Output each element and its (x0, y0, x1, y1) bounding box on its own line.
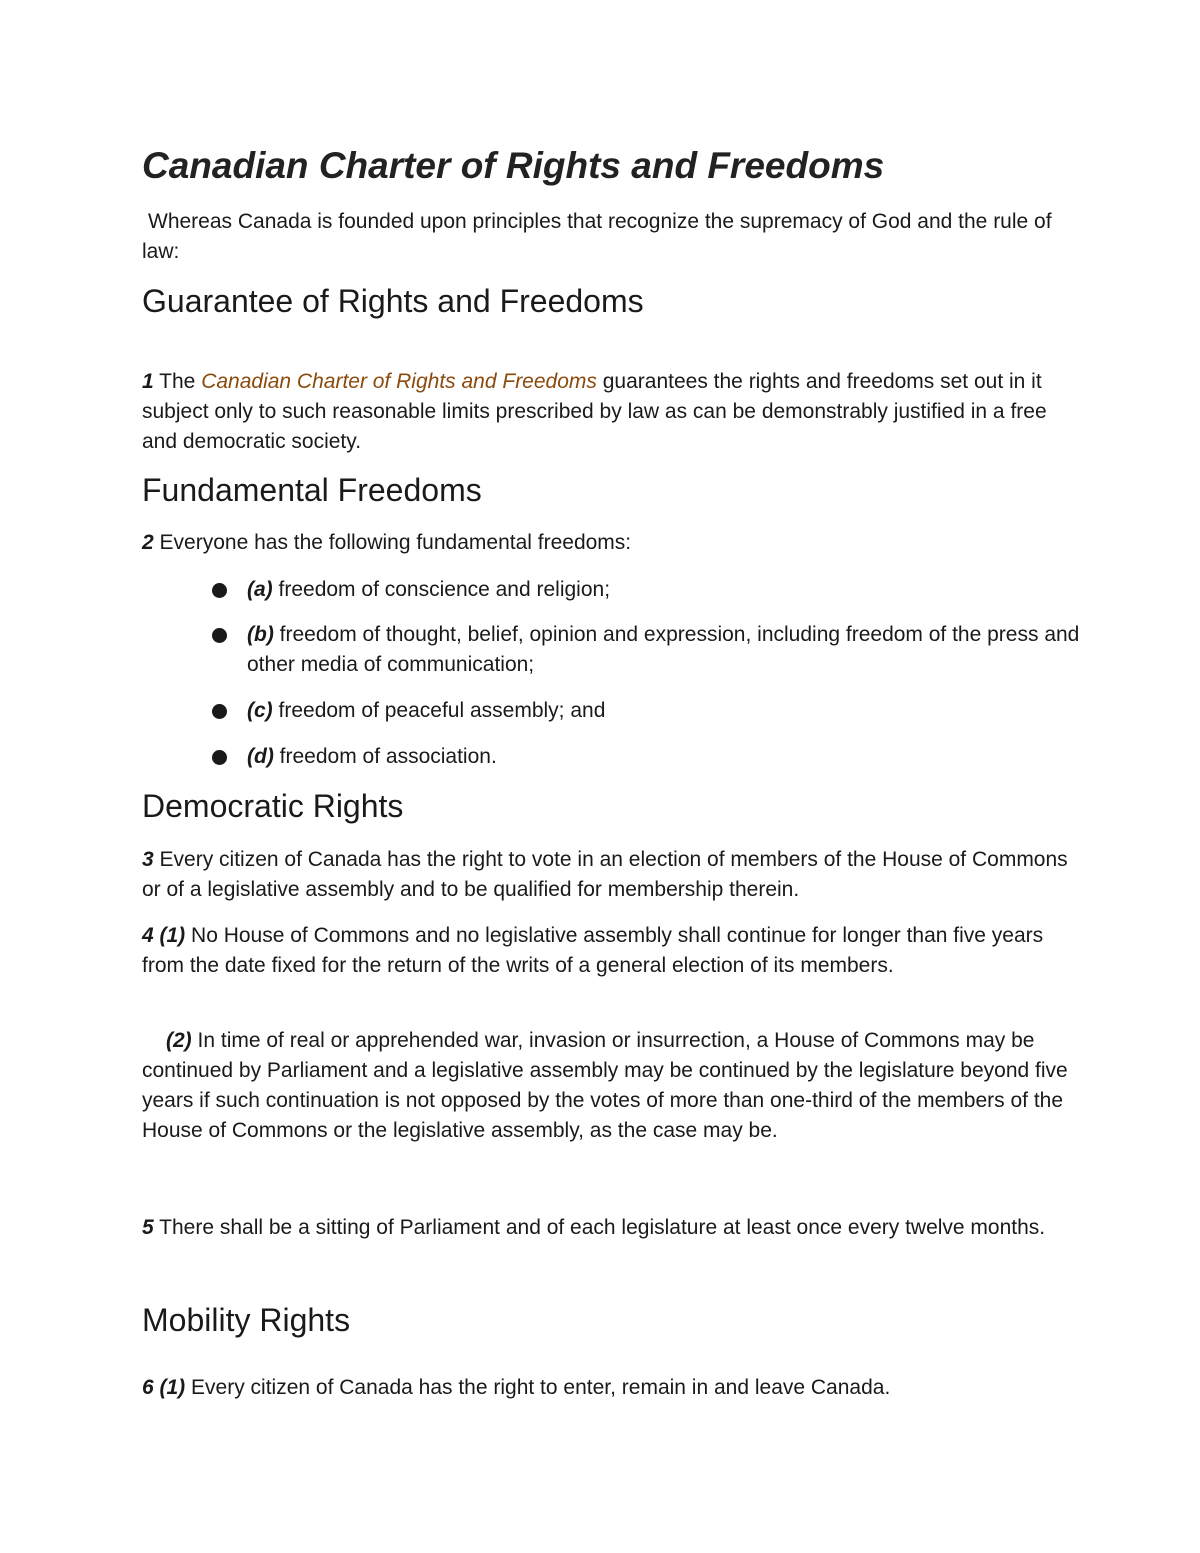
list-item (212, 620, 1127, 680)
charter-link[interactable]: Canadian Charter of Rights and Freedoms (201, 370, 597, 393)
section-text: Every citizen of Canada has the right to vote in an election of members of the House of Commons or of a legislative assembly and to be qualified for membership therein. (142, 848, 1068, 901)
bullet-icon (212, 750, 227, 765)
item-label: (a) (247, 578, 273, 601)
section-number: (2) (166, 1029, 192, 1052)
section-number: 2 (142, 531, 154, 554)
section-2 (142, 528, 1082, 558)
heading-guarantee: Guarantee of Rights and Freedoms (142, 283, 644, 319)
heading-democratic-rights: Democratic Rights (142, 788, 404, 824)
item-text: freedom of thought, belief, opinion and expression, including freedom of the press and other media of communication; (247, 623, 1080, 676)
document-title: Canadian Charter of Rights and Freedoms (142, 145, 885, 186)
section-number: 3 (142, 848, 154, 871)
section-5 (142, 1213, 1082, 1243)
section-4-2 (142, 1026, 1082, 1146)
list-item (212, 742, 1127, 772)
heading-fundamental-freedoms: Fundamental Freedoms (142, 472, 482, 508)
section-number: 4 (1) (142, 924, 186, 947)
section-6-1 (142, 1373, 1082, 1403)
section-text: The (159, 370, 196, 393)
section-text: In time of real or apprehended war, invasion or insurrection, a House of Commons may be continued by Parliament and a legislative assembly may be continued by the legislature beyond five years if such continuation is not opposed by the votes of more than one-third of the members of the House of Commons or the legislative assembly, as the case may be. (142, 1029, 1068, 1142)
list-item (212, 696, 1127, 726)
preamble: Whereas Canada is founded upon principles that recognize the supremacy of God and the rule of law: (142, 210, 1052, 263)
section-text: No House of Commons and no legislative assembly shall continue for longer than five years from the date fixed for the return of the writs of a general election of its members. (142, 924, 1044, 977)
section-text: There shall be a sitting of Parliament and of each legislature at least once every twelve months. (159, 1216, 1046, 1239)
item-label: (d) (247, 745, 274, 768)
item-text: freedom of conscience and religion; (278, 578, 611, 601)
heading-mobility-rights: Mobility Rights (142, 1302, 351, 1338)
section-4-1 (142, 921, 1082, 981)
item-text: freedom of association. (279, 745, 497, 768)
bullet-icon (212, 583, 227, 598)
bullet-icon (212, 628, 227, 643)
section-1 (142, 367, 1082, 457)
section-text: Everyone has the following fundamental freedoms: (159, 531, 632, 554)
section-number: 1 (142, 370, 154, 393)
section-text: Every citizen of Canada has the right to enter, remain in and leave Canada. (191, 1376, 891, 1399)
item-text: freedom of peaceful assembly; and (278, 699, 606, 722)
bullet-icon (212, 704, 227, 719)
section-text: guarantees the rights and freedoms set out in it subject only to such reasonable limits prescribed by law as can be demonstrably justified in a free and democratic society. (142, 370, 1047, 453)
section-3 (142, 845, 1082, 905)
item-label: (c) (247, 699, 273, 722)
item-label: (b) (247, 623, 274, 646)
list-item (212, 575, 1127, 605)
section-number: 5 (142, 1216, 154, 1239)
section-number: 6 (1) (142, 1376, 186, 1399)
